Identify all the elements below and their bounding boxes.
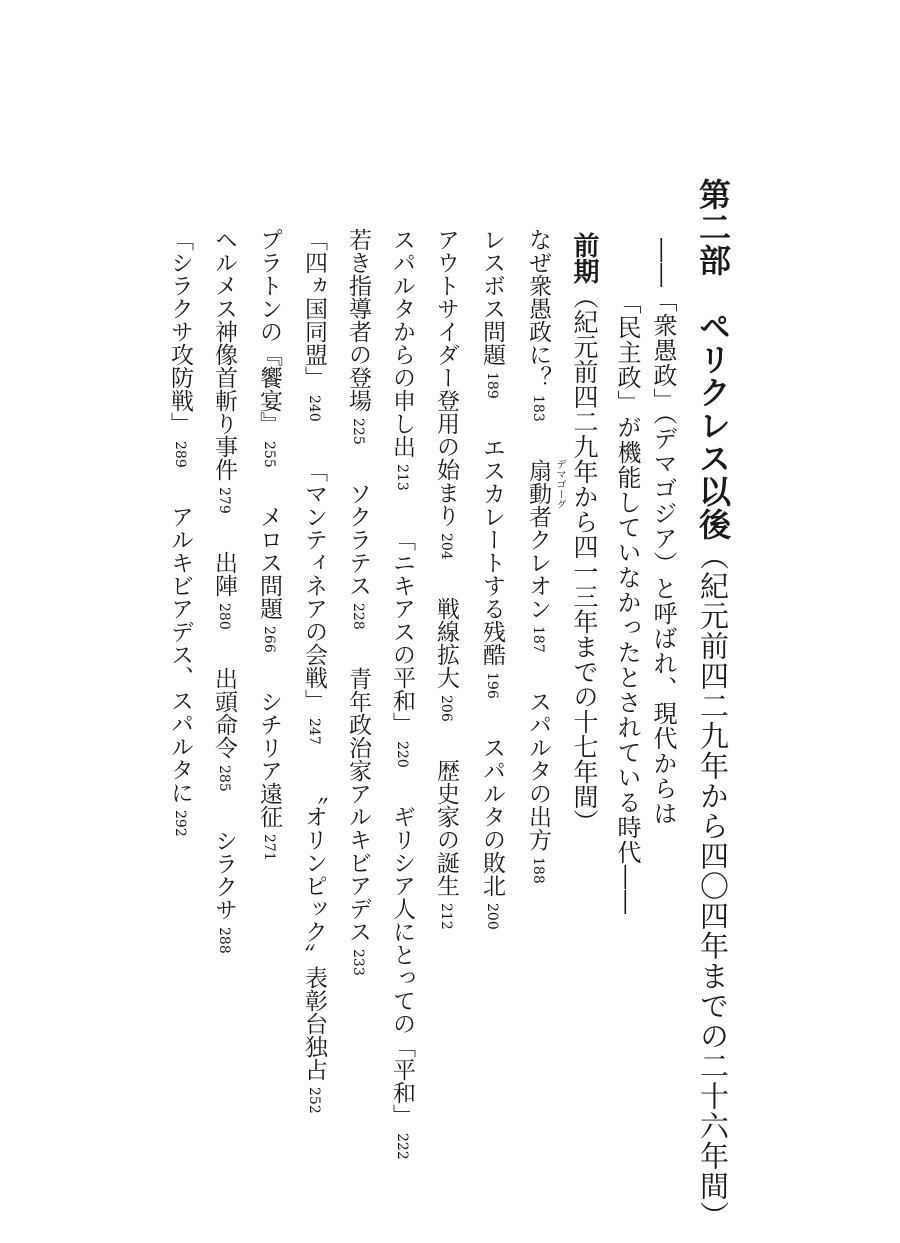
page-number: 255: [261, 441, 277, 468]
toc-entry[interactable]: [476, 736, 509, 930]
page-number: 220: [394, 741, 410, 768]
page-number: 189: [484, 372, 500, 399]
page-number: 200: [484, 903, 500, 930]
toc-entry[interactable]: [386, 228, 419, 491]
page-number: 271: [261, 834, 277, 861]
entry-title: 戦線拡大: [433, 597, 459, 690]
entry-title: アウトサイダー登用の始まり: [433, 228, 459, 527]
page-number: 280: [216, 603, 232, 630]
page-number: 285: [216, 765, 232, 792]
toc-entry[interactable]: [208, 228, 241, 514]
toc-entry[interactable]: [253, 690, 286, 861]
toc-column-7: [253, 228, 286, 861]
part-range: （紀元前四二九年から四〇四年までの二十六年間）: [696, 541, 730, 1231]
part-title: [690, 178, 736, 1231]
entry-title: 「四ヵ国同盟」: [301, 228, 327, 389]
toc-entry[interactable]: [342, 228, 375, 445]
toc-entry[interactable]: [430, 228, 463, 560]
page-number: 233: [350, 949, 366, 976]
entry-title: 「シラクサ攻防戦」: [167, 228, 193, 435]
page-number: 222: [394, 1133, 410, 1160]
toc-entry[interactable]: [522, 228, 555, 422]
entry-title: 出陣: [211, 551, 237, 598]
entry-title: 青年政治家アルキビアデス: [345, 667, 371, 944]
toc-entry[interactable]: [164, 505, 197, 837]
page-number: 183: [530, 395, 546, 422]
page-number: 228: [350, 603, 366, 630]
page-number: 188: [530, 857, 546, 884]
entry-title: 扇動者クレオン: [525, 459, 551, 621]
toc-column-6: [298, 228, 331, 1114]
toc-column-3: [430, 228, 463, 930]
page-number: 225: [350, 418, 366, 445]
page-number: 240: [306, 395, 322, 422]
entry-title: 「ニキアスの平和」: [389, 528, 415, 736]
toc-column-1: [522, 228, 565, 884]
entry-title: メロス問題: [256, 505, 282, 621]
toc-column-5: [342, 228, 375, 976]
toc-entry[interactable]: [253, 228, 286, 468]
entry-title: スパルタからの申し出: [389, 228, 415, 458]
toc-entry[interactable]: [298, 782, 331, 1114]
entry-title: ソクラテス: [345, 482, 371, 598]
page-number: 292: [172, 810, 188, 837]
page-number: 187: [530, 626, 546, 653]
entry-title: スパルタの出方: [525, 690, 551, 852]
page-number: 206: [438, 695, 454, 722]
entry-title: シラクサ: [211, 829, 237, 922]
toc-entry[interactable]: [164, 228, 197, 468]
toc-column-8: [208, 228, 241, 954]
toc-entry[interactable]: [298, 459, 331, 745]
toc-entry[interactable]: [208, 551, 241, 630]
toc-column-9: [164, 228, 197, 837]
toc-entry[interactable]: [476, 436, 509, 699]
entry-title: なぜ衆愚政に？: [525, 228, 551, 389]
entry-title: スパルタの敗北: [479, 736, 505, 898]
entry-title: ギリシア人にとっての「平和」: [389, 805, 415, 1128]
part-subtitle-line-1: ――「衆愚政」（デマゴジア）と呼ばれ、現代からは: [649, 238, 677, 826]
part-subtitle-line-2: 「民主政」が機能していなかったとされている時代――: [613, 290, 641, 915]
entry-title: シチリア遠征: [256, 690, 282, 829]
toc-entry[interactable]: [342, 482, 375, 630]
page-number: 252: [306, 1087, 322, 1114]
page-number: 266: [261, 626, 277, 653]
toc-entry[interactable]: [298, 228, 331, 422]
entry-title: エスカレートする残酷: [479, 436, 505, 667]
toc-entry[interactable]: [342, 667, 375, 976]
section-title-text: 前期: [569, 232, 599, 284]
toc-entry[interactable]: [253, 505, 286, 653]
entry-title: 「マンティネアの会戦」: [301, 459, 327, 713]
page-number: 213: [394, 464, 410, 491]
toc-column-2: [476, 228, 509, 930]
page-number: 212: [438, 903, 454, 930]
page-number: 279: [216, 487, 232, 514]
toc-entry[interactable]: [430, 759, 463, 930]
page-number: 289: [172, 441, 188, 468]
page-number: 288: [216, 927, 232, 954]
entry-title: 出頭命令: [211, 667, 237, 760]
toc-entry[interactable]: [522, 459, 565, 653]
page-number: 196: [484, 672, 500, 699]
part-title-text: 第二部 ペリクレス以後: [694, 178, 732, 541]
toc-entry[interactable]: [522, 690, 555, 884]
section-title: [566, 232, 603, 834]
ruby-title: [522, 459, 565, 621]
entry-title: アルキビアデス、スパルタに: [167, 505, 193, 805]
entry-title: レスボス問題: [479, 228, 505, 366]
entry-title: 歴史家の誕生: [433, 759, 459, 898]
toc-entry[interactable]: [208, 829, 241, 954]
entry-title: 若き指導者の登場: [345, 228, 371, 412]
toc-entry[interactable]: [208, 667, 241, 792]
entry-title: プラトンの『饗宴』: [256, 228, 282, 435]
toc-entry[interactable]: [476, 228, 509, 399]
entry-title: 〝オリンピック〟表彰台独占: [301, 782, 327, 1082]
toc-entry[interactable]: [386, 528, 419, 768]
entry-title: ヘルメス神像首斬り事件: [211, 228, 237, 481]
toc-column-4: [386, 228, 419, 1160]
page-number: 204: [438, 533, 454, 560]
ruby-reading: デマゴーグ: [554, 459, 565, 510]
section-range: （紀元前四二九年から四一三年までの十七年間）: [570, 284, 599, 834]
page-number: 247: [306, 718, 322, 745]
toc-entry[interactable]: [386, 805, 419, 1160]
toc-entry[interactable]: [430, 597, 463, 722]
